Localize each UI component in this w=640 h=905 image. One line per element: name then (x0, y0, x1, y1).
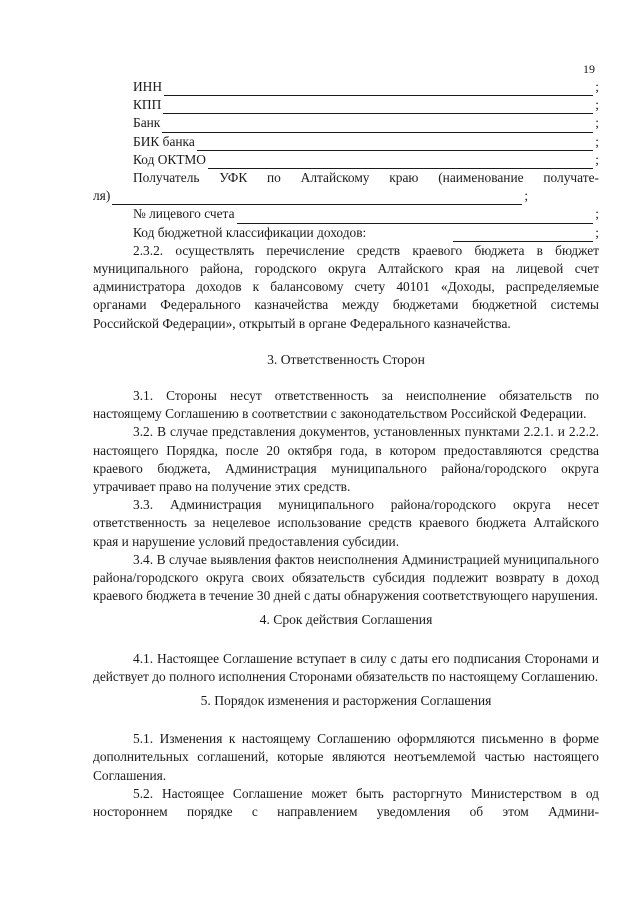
inn-label: ИНН (133, 78, 163, 94)
recipient-field: ля) ; (93, 187, 599, 205)
clause-4-1: 4.1. Настоящее Соглашение вступает в силу с даты его подписания Сторонами и действует до полного исполнения Сторонами обязательств по настоящему Соглашению. (93, 650, 599, 684)
bik-field: БИК банка ; (93, 133, 599, 151)
page-number: 19 (583, 62, 595, 76)
clause-3-4: 3.4. В случае выявления фактов неисполнения Администрацией муниципального района/городского округа своих обязательств субсидия подлежит возврату в доход краевого бюджета в течение 30 дней с даты обнаружения соответствующего нарушения. (93, 551, 599, 604)
inn-blank-line (164, 82, 593, 96)
clause-5-1: 5.1. Изменения к настоящему Соглашению оформляются письменно в форме дополнительных соглашений, которые являются неотъемлемой частью настоящего Соглашения. (93, 731, 599, 783)
kbk-field: Код бюджетной классификации доходов: ; (93, 224, 599, 242)
kpp-field: КПП ; (93, 96, 599, 114)
clause-2-3-2: 2.3.2. осуществлять перечисление средств краевого бюджета в бюджет муниципального района, городского округа Алтайского края на лицевой счет администратора доходов к балансовому счету 40101 «Доходы, распределяемые органами Федерального казначейства между бюджетами бюджетной системы Российской Федерации», открытый в органе Федерального казначейства. (93, 242, 599, 331)
clause-3-1: 3.1. Стороны несут ответственность за неисполнение обязательств по настоящему Соглашению в соответствии с законодательством Российской Федерации. (93, 387, 599, 422)
section-3-title: 3. Ответственность Сторон (267, 351, 425, 367)
recipient-blank-line (112, 191, 522, 205)
bik-blank-line (197, 137, 593, 151)
recipient-label: Получатель УФК по Алтайскому краю (наименование получате- (133, 169, 599, 185)
oktmo-label: Код ОКТМО (133, 151, 206, 167)
bank-blank-line (162, 119, 593, 133)
account-field: № лицевого счета ; (93, 205, 599, 223)
bank-label: Банк (133, 115, 161, 131)
clause-3-2: 3.2. В случае представления документов, установленных пунктами 2.2.1. и 2.2.2. настоящего Порядка, после 20 октября года, в котором предоставляются средства краевого бюджета, Администрация муниципального района/городского округа утрачивает право на получение этих средств. (93, 424, 599, 494)
inn-field: ИНН ; (93, 78, 599, 96)
kpp-label: КПП (133, 97, 162, 113)
document-body (93, 78, 599, 821)
kbk-blank-line (453, 228, 593, 242)
bik-label: БИК банка (133, 133, 195, 149)
recipient-label-end: ля) (93, 188, 111, 204)
clause-5-2: 5.2. Настоящее Соглашение может быть расторгнуто Министерством в од ностороннем порядке с направлением уведомления об этом Админи- (93, 785, 599, 819)
clause-3-3: 3.3. Администрация муниципального района/городского округа несет ответственность за нецелевое использование средств краевого бюджета Алтайского края и нарушение условий предоставления субсидии. (93, 497, 599, 549)
section-4-title: 4. Срок действия Соглашения (259, 612, 433, 628)
bank-field: Банк ; (93, 114, 599, 132)
account-blank-line (237, 210, 594, 224)
kbk-label: Код бюджетной классификации доходов: (133, 224, 367, 240)
kpp-blank-line (163, 100, 593, 114)
oktmo-field: Код ОКТМО ; (93, 151, 599, 169)
account-label: № лицевого счета (133, 206, 235, 222)
oktmo-blank-line (208, 155, 593, 169)
section-5-title: 5. Порядок изменения и расторжения Соглашения (200, 692, 492, 708)
